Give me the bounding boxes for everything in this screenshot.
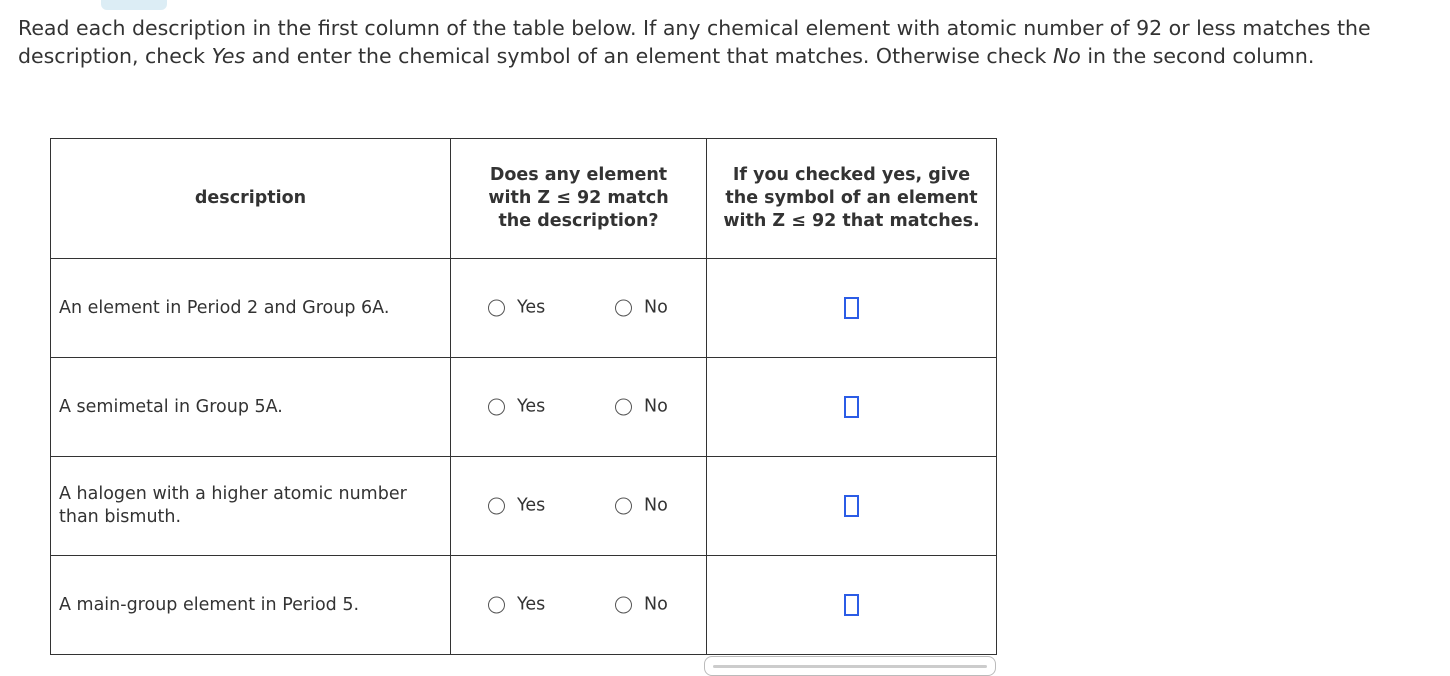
- table-row: [51, 259, 997, 358]
- row-match-options: [451, 556, 707, 655]
- no-option[interactable]: [615, 297, 668, 320]
- header-symbol: [707, 139, 997, 259]
- yes-label: Yes: [517, 297, 546, 318]
- symbol-input[interactable]: [844, 495, 859, 517]
- yes-option[interactable]: [488, 495, 545, 518]
- symbol-input[interactable]: [844, 594, 859, 616]
- no-option[interactable]: [615, 396, 668, 419]
- row-symbol-cell: [707, 457, 997, 556]
- table-row: [51, 358, 997, 457]
- yes-option[interactable]: [488, 297, 545, 320]
- yes-label: Yes: [517, 594, 546, 615]
- header-match: [451, 139, 707, 259]
- top-tab[interactable]: [101, 0, 167, 10]
- instructions-part-2: and enter the chemical symbol of an element that matches. Otherwise check: [245, 44, 1053, 68]
- table-row: [51, 556, 997, 655]
- row-symbol-cell: [707, 556, 997, 655]
- instructions-no-word: No: [1052, 44, 1081, 68]
- yes-label: Yes: [517, 396, 546, 417]
- symbol-input[interactable]: [844, 396, 859, 418]
- no-label: No: [644, 594, 668, 615]
- yes-option[interactable]: [488, 396, 545, 419]
- no-radio[interactable]: [615, 597, 632, 614]
- row-description: A semimetal in Group 5A.: [51, 358, 451, 457]
- no-label: No: [644, 297, 668, 318]
- row-description: An element in Period 2 and Group 6A.: [51, 259, 451, 358]
- table-row: [51, 457, 997, 556]
- row-symbol-cell: [707, 259, 997, 358]
- bottom-panel-edge: [704, 656, 996, 676]
- row-match-options: [451, 358, 707, 457]
- symbol-input[interactable]: [844, 297, 859, 319]
- header-row: [51, 139, 997, 259]
- header-symbol-label: If you checked yes, give the symbol of an element with Z ≤ 92 that matches.: [723, 165, 980, 231]
- no-radio[interactable]: [615, 300, 632, 317]
- yes-radio[interactable]: [488, 300, 505, 317]
- row-description: A halogen with a higher atomic number than bismuth.: [51, 457, 451, 556]
- row-match-options: [451, 457, 707, 556]
- no-label: No: [644, 495, 668, 516]
- instructions-part-1: Read each description in the first column of the table below. If any chemical element with atomic number of 92 or less matches the description, check: [18, 16, 1371, 68]
- yes-label: Yes: [517, 495, 546, 516]
- instructions-yes-word: Yes: [211, 44, 246, 68]
- no-option[interactable]: [615, 594, 668, 617]
- row-match-options: [451, 259, 707, 358]
- no-option[interactable]: [615, 495, 668, 518]
- instructions-part-3: in the second column.: [1080, 44, 1315, 68]
- yes-radio[interactable]: [488, 498, 505, 515]
- header-match-label: Does any element with Z ≤ 92 match the description?: [488, 165, 669, 231]
- no-label: No: [644, 396, 668, 417]
- header-description: description: [51, 139, 451, 259]
- no-radio[interactable]: [615, 498, 632, 515]
- no-radio[interactable]: [615, 399, 632, 416]
- yes-radio[interactable]: [488, 399, 505, 416]
- row-symbol-cell: [707, 358, 997, 457]
- yes-option[interactable]: [488, 594, 545, 617]
- yes-radio[interactable]: [488, 597, 505, 614]
- row-description: A main-group element in Period 5.: [51, 556, 451, 655]
- question-table: [50, 138, 997, 655]
- instructions-text: [18, 14, 1428, 70]
